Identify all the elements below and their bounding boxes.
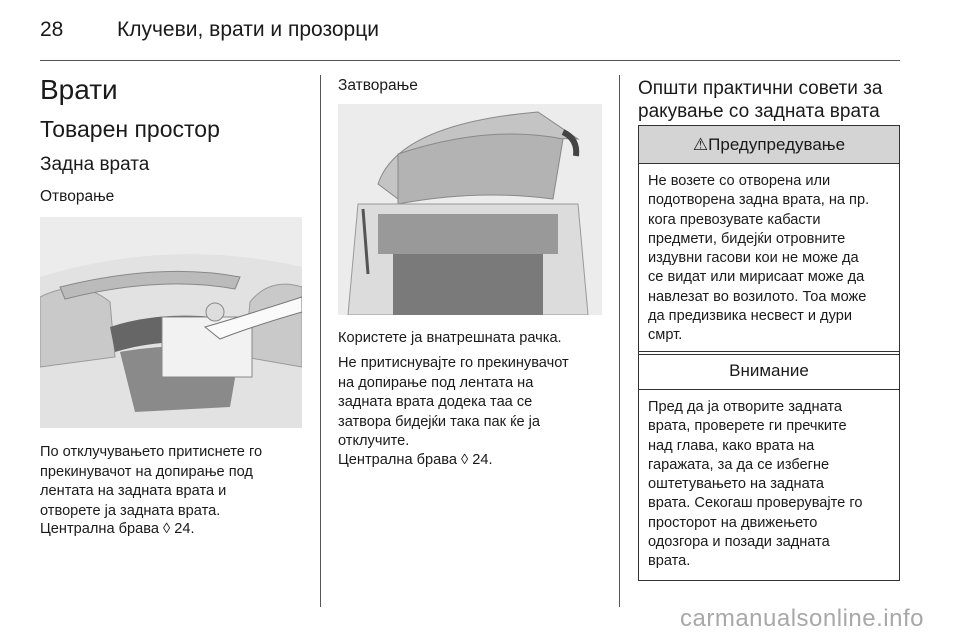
tailgate-closing-illustration [338,104,602,315]
column-divider [619,75,620,607]
topic-title: Задна врата [40,154,150,175]
warning-header [639,126,899,164]
watermark: carmanualsonline.info [680,605,924,632]
warning-box [638,125,900,355]
closing-heading: Затворање [338,77,418,94]
opening-instructions: По отклучувањето притиснете го прекинувачот на допирање под лентата на задната врата и отворете ја задната врата. [40,444,263,519]
subsection-title: Товарен простор [40,116,220,142]
page-number: 28 [40,18,64,41]
tailgate-opening-illustration [40,217,302,428]
column-divider [320,75,321,607]
caution-title: Внимание [729,361,809,380]
warning-triangle-icon: ⚠ [692,135,709,154]
general-tips-heading: Општи практични совети за ракување со задната врата [638,78,883,122]
closing-instructions: Не притиснувајте го прекинувачот на допирање под лентата на задната врата додека таа се затвора бидејќи така пак ќе ја отклучите. [338,355,569,449]
warning-title: Предупредување [708,135,846,154]
caution-text: Пред да ја отворите задната врата, проверете ги пречките над глава, како врата на гаражата, за да се избегне оштетувањето на задната врата. Секогаш проверувајте го просторот на движењето одозгора и позади задната врата. [648,399,863,570]
warning-text: Не возете со отворена или подотворена задна врата, на пр. кога превозувате кабасти предмети, бидејќи отровните издувни гасови кои не може да се видат или мирисаат може да навлезат во возилото. Тоа може да предизвика несвест и дури смрт. [648,173,870,344]
opening-heading: Отворање [40,188,115,205]
caution-header [639,352,899,390]
central-lock-reference-link[interactable]: Централна брава ◊ 24. [40,521,195,537]
central-lock-reference-link[interactable]: Централна брава ◊ 24. [338,452,493,468]
header-rule [40,60,900,61]
section-title: Врати [40,74,118,105]
caution-box [638,351,900,581]
chapter-title: Клучеви, врати и прозорци [117,18,379,41]
use-inner-handle-text: Користете ја внатрешната рачка. [338,330,562,346]
